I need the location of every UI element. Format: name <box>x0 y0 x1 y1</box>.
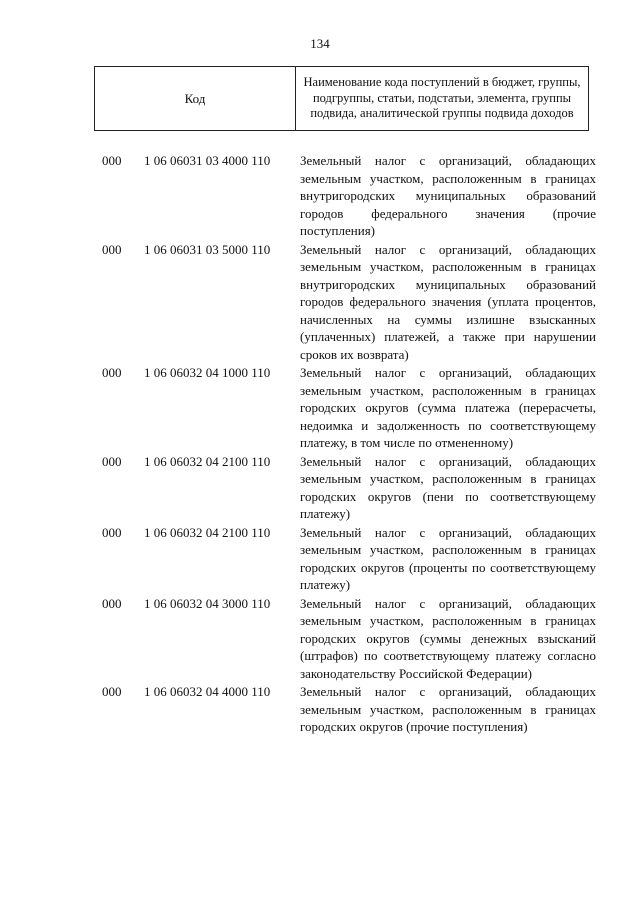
row-revenue-code: 1 06 06031 03 4000 110 <box>144 153 271 168</box>
table-row <box>94 524 594 594</box>
row-revenue-code: 1 06 06032 04 2100 110 <box>144 524 271 540</box>
row-revenue-code: 1 06 06032 04 1000 110 <box>144 365 271 380</box>
row-admin-code: 000 <box>102 684 122 699</box>
table-row <box>94 683 594 736</box>
row-description: Земельный налог с организаций, обладающих земельным участком, расположенным в границах городских округов (пени по соответствующему платежу) <box>300 453 596 521</box>
row-revenue-code: 1 06 06032 04 4000 110 <box>144 684 271 699</box>
table-header <box>94 66 589 131</box>
row-revenue-code: 1 06 06031 03 5000 110 <box>144 241 271 257</box>
table-row <box>94 364 594 452</box>
row-description: Земельный налог с организаций, обладающих земельным участком, расположенным в границах городских округов (проценты по соответствующему платежу) <box>300 524 596 592</box>
row-admin-code: 000 <box>102 153 122 168</box>
row-admin-code: 000 <box>102 453 122 469</box>
row-admin-code: 000 <box>102 595 122 611</box>
page-number: 134 <box>310 36 330 51</box>
row-description: Земельный налог с организаций, обладающих земельным участком, расположенным в границах внутригородских муниципальных образований городов федерального значения (уплата процентов, начисленных на суммы излишне взысканных (уплаченных) платежей, а также при нарушении сроков их возврата) <box>300 241 596 362</box>
row-description: Земельный налог с организаций, обладающих земельным участком, расположенным в границах городских округов (сумма платежа (перерасчеты, недоимка и задолженность по соответствующему платежу, в том числе по отмененному) <box>300 365 596 450</box>
row-description: Земельный налог с организаций, обладающих земельным участком, расположенным в границах городских округов (суммы денежных взысканий (штрафов) по соответствующему платежу согласно законодательству Российской Федерации) <box>300 595 596 681</box>
table-row <box>94 241 594 364</box>
table-body <box>94 152 594 737</box>
row-admin-code: 000 <box>102 365 122 380</box>
table-row <box>94 152 594 240</box>
row-revenue-code: 1 06 06032 04 2100 110 <box>144 453 271 469</box>
header-name-cell: Наименование кода поступлений в бюджет, группы, подгруппы, статьи, подстатьи, элемента, группы подвида, аналитической группы подвида доходов <box>303 75 581 121</box>
row-admin-code: 000 <box>102 524 122 540</box>
header-code-cell: Код <box>95 67 296 130</box>
row-admin-code: 000 <box>102 241 122 257</box>
row-revenue-code: 1 06 06032 04 3000 110 <box>144 595 271 611</box>
table-row <box>94 595 594 683</box>
table-row <box>94 453 594 523</box>
row-description: Земельный налог с организаций, обладающих земельным участком, расположенным в границах городских округов (прочие поступления) <box>300 684 596 734</box>
row-description: Земельный налог с организаций, обладающих земельным участком, расположенным в границах внутригородских муниципальных образований городов федерального значения (прочие поступления) <box>300 153 596 238</box>
